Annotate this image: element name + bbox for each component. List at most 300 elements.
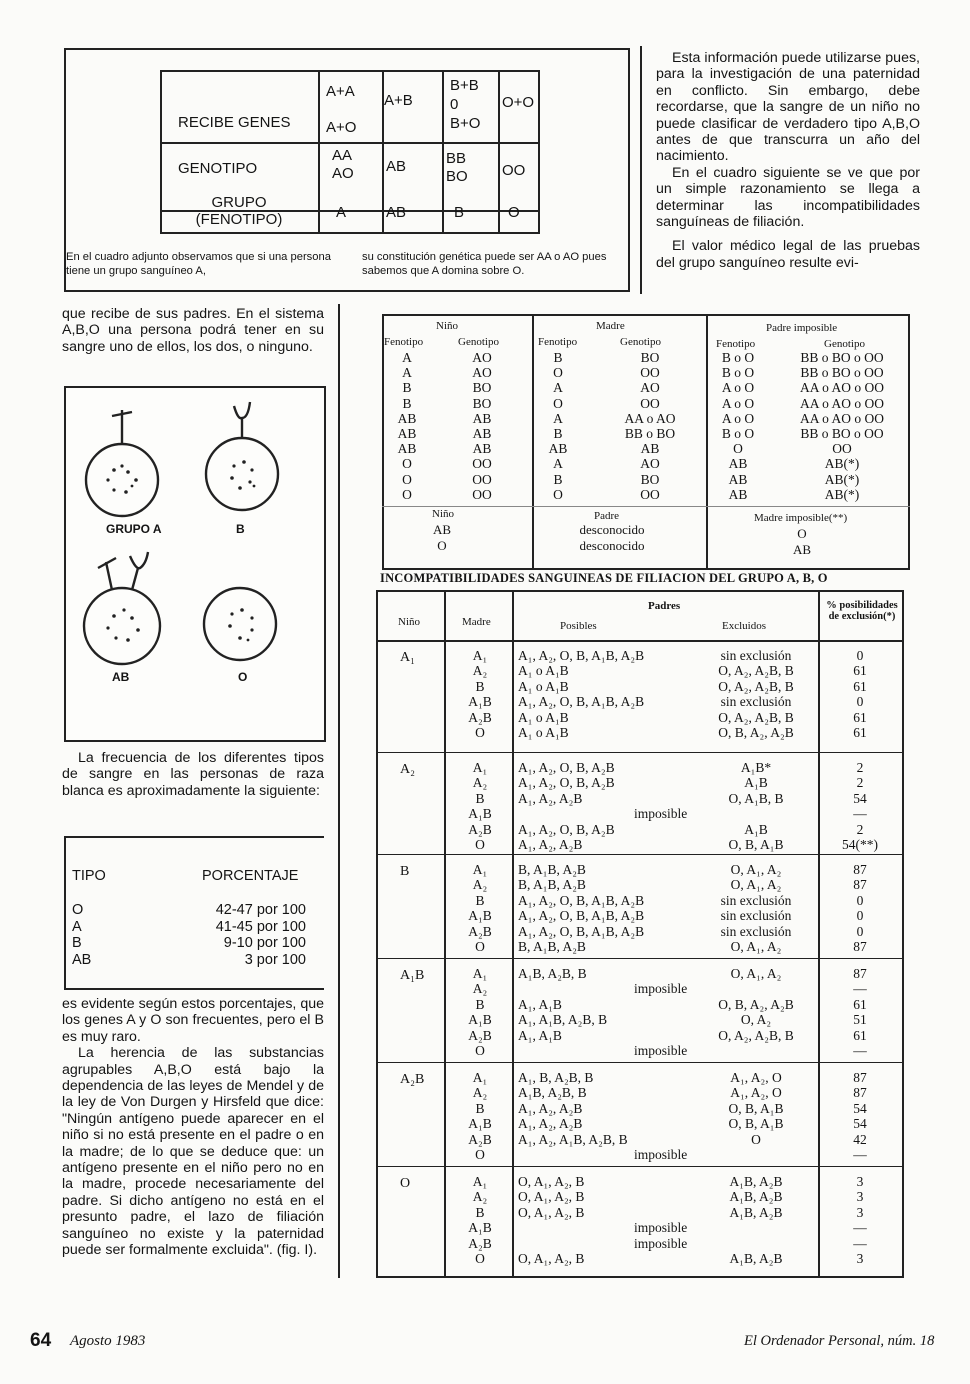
mid-cell: BO xyxy=(640,350,660,365)
mid-cell: O xyxy=(553,486,563,502)
incompat-pct-cell: 87 xyxy=(853,1085,867,1101)
nino-group: B xyxy=(400,864,410,879)
mid-cell: BB o BO xyxy=(624,426,676,441)
head-pct: % posibilidades de exclusión(*) xyxy=(826,600,898,622)
incompat-posibles-cell: B, A₁B, A₂B xyxy=(518,862,586,877)
incompat-posibles-cell: A₁, A₁B, A₂B, B xyxy=(518,1012,608,1028)
incompat-posibles-cell: imposible xyxy=(634,806,688,822)
incompat-excluidos-cell: A₁B, A₂B xyxy=(729,1251,783,1266)
incompat-madres-cell: A₁B xyxy=(468,806,492,822)
mid-cell: B xyxy=(402,380,412,396)
incompat-excluidos-cell: A₁B, A₂B xyxy=(729,1189,783,1205)
incompat-excluidos-cell: O, B, A₁B xyxy=(728,1116,784,1132)
mid-cell: OO xyxy=(472,471,492,487)
mid-cell: A o O xyxy=(721,380,755,396)
incompat-posibles-cell: A₁, A₂, O, B, A₂B xyxy=(518,775,615,791)
caption-left: En el cuadro adjunto observamos que si una persona tiene un grupo sanguíneo A, xyxy=(66,251,331,277)
foot-cell: desconocido xyxy=(579,522,645,537)
incompat-excluidos-cell: O, A₁, A₂ xyxy=(730,966,782,981)
incompat-posibles-cell: A₁ o A₁B xyxy=(518,725,569,740)
mid-cell: AO xyxy=(472,350,492,365)
mid-cell: B xyxy=(553,426,563,441)
mid-cell: OO xyxy=(472,486,492,502)
incompat-posibles-cell: imposible xyxy=(634,1147,688,1162)
issue-date: Agosto 1983 xyxy=(70,1333,146,1349)
incompat-pct-cell: 0 xyxy=(856,694,864,710)
incompat-pct-cell: 51 xyxy=(853,1012,867,1028)
incompat-posibles-cell: A₁, A₂, O, B, A₂B xyxy=(518,760,615,775)
incompat-pct-cell: 87 xyxy=(853,877,867,893)
mid-cell: OO xyxy=(640,486,660,502)
incompat-pct-cell: 54 xyxy=(853,1100,867,1116)
incompat-pct-cell: 2 xyxy=(856,760,864,775)
incompat-pct-cell: — xyxy=(853,1235,867,1251)
cell-a: A xyxy=(336,204,347,221)
group-divider xyxy=(376,752,904,753)
incompat-pct-cell: — xyxy=(853,1147,867,1162)
incompat-madres-cell: A₂ xyxy=(472,981,488,997)
cell-ab: AB xyxy=(386,158,407,175)
incompat-posibles-cell: A₁, A₂, O, B, A₁B, A₂B xyxy=(518,923,645,939)
incompat-pct-cell: 2 xyxy=(856,821,864,837)
label-ab: AB xyxy=(112,670,130,684)
incompat-madres-cell: A₂B xyxy=(468,821,492,837)
nino-group: A₂B xyxy=(400,1072,425,1087)
incompat-posibles-cell: imposible xyxy=(634,1220,688,1236)
incompat-madres-cell: A₁B xyxy=(468,1012,492,1028)
incompat-excluidos-cell: O, A₂ xyxy=(740,1012,772,1028)
incompat-pct-cell: 54 xyxy=(853,790,867,806)
paragraph: En el cuadro siguiente se ve que por un simple razonamiento se llega a determinar las incompatibilidades sanguíneas de filiación. xyxy=(656,164,920,231)
incompat-pct-cell: — xyxy=(853,1220,867,1236)
left-paragraph-3 xyxy=(62,996,324,1259)
incompat-excluidos-cell: O, A₁, A₂ xyxy=(730,939,782,954)
head-genotipo: Genotipo xyxy=(824,338,865,350)
incompat-posibles-cell: A₁, A₂, O, B, A₁B, A₂B xyxy=(518,694,645,710)
incompat-excluidos-cell: sin exclusión xyxy=(720,908,792,924)
mid-cell: A xyxy=(402,365,412,381)
incompat-posibles-cell: A₁B, A₂B, B xyxy=(518,1085,587,1101)
mid-cell: AB xyxy=(728,471,748,487)
head-tipo: TIPO xyxy=(72,868,106,884)
incompat-posibles-cell: O, A₁, A₂, B xyxy=(518,1251,585,1266)
incompat-excluidos-cell: O, B, A₂, A₂B xyxy=(718,725,794,740)
row-label-genotipo: GENOTIPO xyxy=(178,160,258,177)
mid-cell: AB(*) xyxy=(824,456,860,472)
mid-cell: BO xyxy=(640,471,660,487)
incompat-excluidos-cell: O, B, A₂, A₂B xyxy=(718,996,794,1012)
cell-circle xyxy=(204,588,276,660)
incompat-excluidos-cell: A₁B, A₂B xyxy=(729,1174,783,1189)
incompat-madres-cell: A₁ xyxy=(472,760,488,775)
incompat-excluidos-cell: O, A₂, A₂B, B xyxy=(718,709,794,725)
incompat-posibles-cell: A₁ o A₁B xyxy=(518,678,569,694)
group-divider xyxy=(376,1062,904,1063)
mid-cell: B o O xyxy=(721,426,755,441)
head-genotipo: Genotipo xyxy=(458,336,499,348)
incompat-excluidos-cell: O xyxy=(751,1131,761,1147)
mid-cell: BO xyxy=(472,380,492,396)
paragraph: Esta información puede utilizarse pues, para la investigación de una paternidad en conflicto. Sin embargo, debe recordarse, que la sangre de un niño no puede clasificar de verdadero tipo A,B,O antes de que transcurra un año del nacimiento. xyxy=(656,50,920,165)
foot-padre: Padre xyxy=(594,510,620,522)
mid-cell: AA o AO xyxy=(624,410,676,426)
cell-line: A+O xyxy=(326,119,357,136)
freq-row xyxy=(72,919,306,936)
caption-right: su constitución genética puede ser AA o AO pues sabemos que A domina sobre O. xyxy=(362,251,607,277)
tipo: B xyxy=(72,935,82,951)
head-fenotipo: Fenotipo xyxy=(384,336,424,348)
mid-cell: O xyxy=(402,471,412,487)
incompat-posibles-cell: B, A₁B, A₂B xyxy=(518,877,586,893)
incompat-pct-cell: 87 xyxy=(853,966,867,981)
mid-cell: B o O xyxy=(721,365,755,381)
mid-cell: AO xyxy=(640,456,660,472)
incompat-excluidos-cell: O, A₂, A₂B, B xyxy=(718,678,794,694)
column-rule xyxy=(640,46,642,294)
tipo: O xyxy=(72,902,84,918)
incompat-madres-cell: A₁B xyxy=(468,1116,492,1132)
incompat-madres-cell: A₂B xyxy=(468,1131,492,1147)
incompat-excluidos-cell: O, A₂, A₂B, B xyxy=(718,1027,794,1043)
cell-circle xyxy=(206,438,278,510)
mid-cell: AB xyxy=(472,441,492,457)
freq-rows xyxy=(72,902,306,968)
mid-cell: BB o BO o OO xyxy=(800,365,884,381)
incompat-excluidos-cell: O, A₁, A₂ xyxy=(730,862,782,877)
incompat-excluidos-cell: sin exclusión xyxy=(720,694,792,710)
cell-circle xyxy=(86,444,158,516)
incompat-madres-cell: A₁B xyxy=(468,1220,492,1236)
mid-cell: AB xyxy=(728,486,748,502)
incompat-excluidos-cell: O, B, A₁B xyxy=(728,1100,784,1116)
group-divider xyxy=(376,958,904,959)
mid-cell: AA o AO o OO xyxy=(799,395,884,411)
cell-circle xyxy=(84,588,160,664)
mid-cell: AB xyxy=(548,441,568,457)
mid-cell: AB xyxy=(728,456,748,472)
mid-cell: OO xyxy=(472,456,492,472)
head-nino: Niño xyxy=(436,320,458,332)
incompat-pct-cell: — xyxy=(853,1043,867,1058)
cell-oo: OO xyxy=(502,162,526,179)
incompat-pct-cell: 0 xyxy=(856,892,864,908)
head-fenotipo: Fenotipo xyxy=(716,338,756,350)
incompat-excluidos-cell: A₁, A₂, O xyxy=(730,1070,782,1085)
incompat-table xyxy=(376,590,904,1278)
incompat-madres-cell: A₁B xyxy=(468,694,492,710)
mid-cell: AB xyxy=(397,441,417,457)
incompat-madres-cell: B xyxy=(475,1100,485,1116)
foot-row xyxy=(542,522,682,554)
incompat-madres-cell: A₂B xyxy=(468,923,492,939)
incompat-excluidos-cell: A₁, A₂, O xyxy=(730,1085,782,1101)
cell-line: B+O xyxy=(450,115,481,132)
incompat-pct-cell: 87 xyxy=(853,939,867,954)
incompat-madres-cell: A₂B xyxy=(468,1027,492,1043)
head-excluidos: Excluidos xyxy=(722,620,766,632)
pct: 41-45 por 100 xyxy=(215,918,306,935)
cell-aa-ao xyxy=(332,147,354,183)
incompat-madres-cell: B xyxy=(475,892,485,908)
incompat-pct-cell: — xyxy=(853,981,867,997)
tipo: A xyxy=(72,918,82,935)
mid-cell: AB xyxy=(472,410,492,426)
incompat-posibles-cell: A₁, A₂, O, B, A₁B, A₂B xyxy=(518,648,645,663)
mid-cell: AB xyxy=(472,426,492,441)
incompat-posibles-cell: A₁, A₂, O, B, A₂B xyxy=(518,821,615,837)
incompat-excluidos-cell: A₁B* xyxy=(740,760,772,775)
right-top-text xyxy=(656,50,920,271)
mid-cell: AB(*) xyxy=(824,471,860,487)
incompat-madres-cell: B xyxy=(475,1204,485,1220)
head-padre-imposible: Padre imposible xyxy=(766,322,838,334)
nino-group: O xyxy=(400,1176,411,1191)
pct: 3 por 100 xyxy=(244,951,306,968)
cell-o: O xyxy=(508,204,520,221)
mid-cell: O xyxy=(733,441,743,457)
incompat-posibles-cell: A₁, A₂, A₂B xyxy=(518,837,583,852)
tipo: AB xyxy=(72,951,92,968)
cell-line: BB xyxy=(446,150,467,167)
freq-row xyxy=(72,902,306,919)
cell-line: A+A xyxy=(326,83,355,100)
cell-b: B xyxy=(454,204,465,221)
group-divider xyxy=(376,1166,904,1167)
foot-row xyxy=(402,522,482,554)
incompat-excluidos-cell: O, A₁, A₂ xyxy=(730,877,782,893)
mid-cell: A xyxy=(553,410,563,426)
incompat-posibles-cell: A₁, A₂, O, B, A₁B, A₂B xyxy=(518,892,645,908)
incompat-madres-cell: A₂B xyxy=(468,709,492,725)
incompat-pct-cell: 61 xyxy=(853,709,867,725)
incompat-madres-cell: A₂ xyxy=(472,1189,488,1205)
mid-cell: BB o BO o OO xyxy=(800,350,884,365)
mid-cell: OO xyxy=(832,441,852,457)
incompat-madres-cell: A₂ xyxy=(472,663,488,679)
pct: 9-10 por 100 xyxy=(223,935,306,951)
head-posibles: Posibles xyxy=(560,620,597,632)
foot-madre-imposible: Madre imposible(**) xyxy=(754,512,848,524)
cell-line: 0 xyxy=(450,96,459,113)
frequency-table xyxy=(64,836,324,990)
incompat-posibles-cell: imposible xyxy=(634,981,688,997)
mid-cell: B xyxy=(553,350,563,365)
mid-cell: OO xyxy=(640,365,660,381)
head-madre: Madre xyxy=(596,320,625,332)
label-line: (FENOTIPO) xyxy=(195,211,283,228)
incompat-excluidos-cell: O, A₂, A₂B, B xyxy=(718,663,794,679)
incompat-pct-cell: 3 xyxy=(856,1251,864,1266)
mid-cell: A xyxy=(402,350,412,365)
page-number: 64 xyxy=(30,1330,52,1351)
incompat-pct-cell: 3 xyxy=(856,1204,864,1220)
incompat-posibles-cell: A₁, A₂, A₁B, A₂B, B xyxy=(518,1131,628,1147)
mid-cell: AB xyxy=(397,426,417,441)
incompat-posibles-cell: A₁B, A₂B, B xyxy=(518,966,587,981)
foot-cell: O xyxy=(797,526,807,541)
mid-cell: AB xyxy=(640,441,660,457)
incompat-madres-cell: O xyxy=(475,1043,485,1058)
incompat-pct-cell: 3 xyxy=(856,1174,864,1189)
incompat-pct-cell: 0 xyxy=(856,923,864,939)
foot-nino: Niño xyxy=(432,508,454,520)
mid-cell: AO xyxy=(640,380,660,396)
cell-bb-bo xyxy=(450,76,480,133)
incompat-excluidos-cell: O, A₁B, B xyxy=(728,790,784,806)
cell-line: AA xyxy=(332,147,353,164)
incompat-title: INCOMPATIBILIDADES SANGUINEAS DE FILIACION DEL GRUPO A, B, O xyxy=(380,571,828,585)
incompat-madres-cell: B xyxy=(475,678,485,694)
row-label-recibe-genes: RECIBE GENES xyxy=(178,114,291,131)
paragraph: es evidente según estos porcentajes, que los genes A y O son frecuentes, pero el B es muy raro. xyxy=(62,996,324,1045)
cell-ab: A+B xyxy=(384,92,413,109)
incompat-pct-cell: 61 xyxy=(853,1027,867,1043)
incompat-posibles-cell: A₁, A₂, O, B, A₁B, A₂B xyxy=(518,908,645,924)
incompat-posibles-cell: O, A₁, A₂, B xyxy=(518,1189,585,1205)
incompat-madres-cell: A₂ xyxy=(472,1085,488,1101)
cell-bb-bo xyxy=(446,150,468,186)
incompat-madres-cell: A₁B xyxy=(468,908,492,924)
incompat-madres-cell: A₂ xyxy=(472,775,488,791)
paragraph: El valor médico legal de las pruebas del grupo sanguíneo resulte evi- xyxy=(656,238,920,271)
incompat-madres-cell: A₂B xyxy=(468,1235,492,1251)
cell-ab: AB xyxy=(386,204,407,221)
incompat-madres-cell: A₁ xyxy=(472,648,488,663)
foot-cell: AB xyxy=(432,522,452,537)
mid-cell: AA o AO o OO xyxy=(799,410,884,426)
foot-row xyxy=(762,526,842,558)
incompat-posibles-cell: A₁, A₂, A₂B xyxy=(518,1116,583,1132)
mid-cell: A xyxy=(553,456,563,472)
incompat-posibles-cell: A₁ o A₁B xyxy=(518,663,569,679)
cell-aa-ao xyxy=(326,74,356,146)
incompat-madres-cell: O xyxy=(475,725,485,740)
incompat-pct-cell: — xyxy=(853,806,867,822)
cell-line: AO xyxy=(332,165,354,182)
mid-cell: BO xyxy=(472,395,492,411)
filiation-table xyxy=(362,314,910,570)
nino-group: A₁ xyxy=(400,650,415,665)
incompat-madres-cell: B xyxy=(475,996,485,1012)
incompat-excluidos-cell: sin exclusión xyxy=(720,892,792,908)
incompat-posibles-cell: A₁, A₂, A₂B xyxy=(518,1100,583,1116)
mid-cell: A xyxy=(553,380,563,396)
incompat-madres-cell: O xyxy=(475,837,485,852)
cell-figure xyxy=(64,386,326,742)
incompat-pct-cell: 42 xyxy=(853,1131,867,1147)
mid-cell: AB xyxy=(397,410,417,426)
head-madre: Madre xyxy=(462,616,491,628)
mid-cell: B o O xyxy=(721,350,755,365)
nino-group: A₂ xyxy=(400,762,415,777)
label-o: O xyxy=(238,670,248,684)
group-divider xyxy=(376,854,904,855)
incompat-excluidos-cell: A₁B xyxy=(744,775,768,791)
incompat-posibles-cell: B, A₁B, A₂B xyxy=(518,939,586,954)
incompat-pct-cell: 0 xyxy=(856,648,864,663)
genetics-table xyxy=(160,70,540,232)
mid-cell: O xyxy=(553,365,563,381)
mid-cell: B xyxy=(553,471,563,487)
incompat-posibles-cell: A₁, A₁B xyxy=(518,1027,562,1043)
incompat-pct-cell: 61 xyxy=(853,996,867,1012)
magazine-name: El Ordenador Personal, núm. 18 xyxy=(744,1333,935,1349)
incompat-pct-cell: 61 xyxy=(853,678,867,694)
incompat-pct-cell: 54 xyxy=(853,1116,867,1132)
foot-cell: O xyxy=(437,538,447,553)
incompat-pct-cell: 2 xyxy=(856,775,864,791)
mid-cell: B xyxy=(402,395,412,411)
incompat-pct-cell: 61 xyxy=(853,725,867,740)
head-porcentaje: PORCENTAJE xyxy=(202,868,299,884)
cell-line: BO xyxy=(446,168,468,185)
left-paragraph-1: que recibe de sus padres. En el sistema A,B,O una persona podrá tener en su sangre uno de ellos, los dos, o ninguno. xyxy=(62,306,324,355)
head-nino: Niño xyxy=(398,616,420,628)
label-b: B xyxy=(236,522,245,536)
head-padres: Padres xyxy=(648,600,681,612)
mid-cell: A o O xyxy=(721,395,755,411)
freq-row xyxy=(72,952,306,969)
mid-cell: AA o AO o OO xyxy=(799,380,884,396)
incompat-madres-cell: O xyxy=(475,1251,485,1266)
incompat-madres-cell: A₁ xyxy=(472,1070,488,1085)
incompat-excluidos-cell: A₁B xyxy=(744,821,768,837)
mid-cell: AB(*) xyxy=(824,486,860,502)
head-genotipo: Genotipo xyxy=(620,336,661,348)
incompat-posibles-cell: imposible xyxy=(634,1043,688,1058)
incompat-posibles-cell: O, A₁, A₂, B xyxy=(518,1174,585,1189)
incompat-pct-cell: 87 xyxy=(853,862,867,877)
incompat-pct-cell: 54(**) xyxy=(842,837,878,852)
incompat-excluidos-cell: A₁B, A₂B xyxy=(729,1204,783,1220)
head-fenotipo: Fenotipo xyxy=(538,336,578,348)
label-grupo-a: GRUPO A xyxy=(106,522,162,536)
row-label-grupo xyxy=(164,194,314,228)
incompat-excluidos-cell: sin exclusión xyxy=(720,648,792,663)
incompat-madres-cell: A₂ xyxy=(472,877,488,893)
incompat-madres-cell: O xyxy=(475,1147,485,1162)
pct: 42-47 por 100 xyxy=(215,902,306,918)
incompat-posibles-cell: A₁, B, A₂B, B xyxy=(518,1070,594,1085)
incompat-excluidos-cell: O, B, A₁B xyxy=(728,837,784,852)
incompat-excluidos-cell: sin exclusión xyxy=(720,923,792,939)
label-line: GRUPO xyxy=(211,194,267,211)
incompat-madres-cell: A₁ xyxy=(472,966,488,981)
paragraph: La herencia de las substancias agrupables A,B,O está bajo la dependencia de las leyes de Mendel y de la ley de Von Durgen y Hirsfeld que dice: "Ningún antígeno puede aparecer en el niño si no está presente en el padre o en la madre; de lo que se deduce que: un antígeno presente en el niño pero no en la madre, procede necesariamente del padre. Si dicho antígeno no está en el presunto padre, el lazo de filiación sanguíneo no existe y la paternidad puede ser formalmente excluida". (fig. I). xyxy=(62,1045,324,1259)
column-rule xyxy=(338,304,340,1278)
cells-diagram xyxy=(66,388,324,740)
incompat-posibles-cell: A₁ o A₁B xyxy=(518,709,569,725)
foot-cell: desconocido xyxy=(579,538,645,553)
freq-row xyxy=(72,935,306,952)
mid-cell: A o O xyxy=(721,410,755,426)
incompat-posibles-cell: A₁, A₂, A₂B xyxy=(518,790,583,806)
incompat-madres-cell: B xyxy=(475,790,485,806)
nino-group: A₁B xyxy=(400,968,425,983)
left-paragraph-2: La frecuencia de los diferentes tipos de sangre en las personas de raza blanca es aproximadamente la siguiente: xyxy=(62,750,324,799)
incompat-madres-cell: A₁ xyxy=(472,1174,488,1189)
mid-cell: AO xyxy=(472,365,492,381)
incompat-pct-cell: 3 xyxy=(856,1189,864,1205)
mid-cell: BB o BO o OO xyxy=(800,426,884,441)
mid-cell: O xyxy=(553,395,563,411)
incompat-madres-cell: A₁ xyxy=(472,862,488,877)
mid-cell: O xyxy=(402,486,412,502)
incompat-posibles-cell: imposible xyxy=(634,1235,688,1251)
cell-oo: O+O xyxy=(502,94,535,111)
incompat-madres-cell: O xyxy=(475,939,485,954)
mid-cell: O xyxy=(402,456,412,472)
